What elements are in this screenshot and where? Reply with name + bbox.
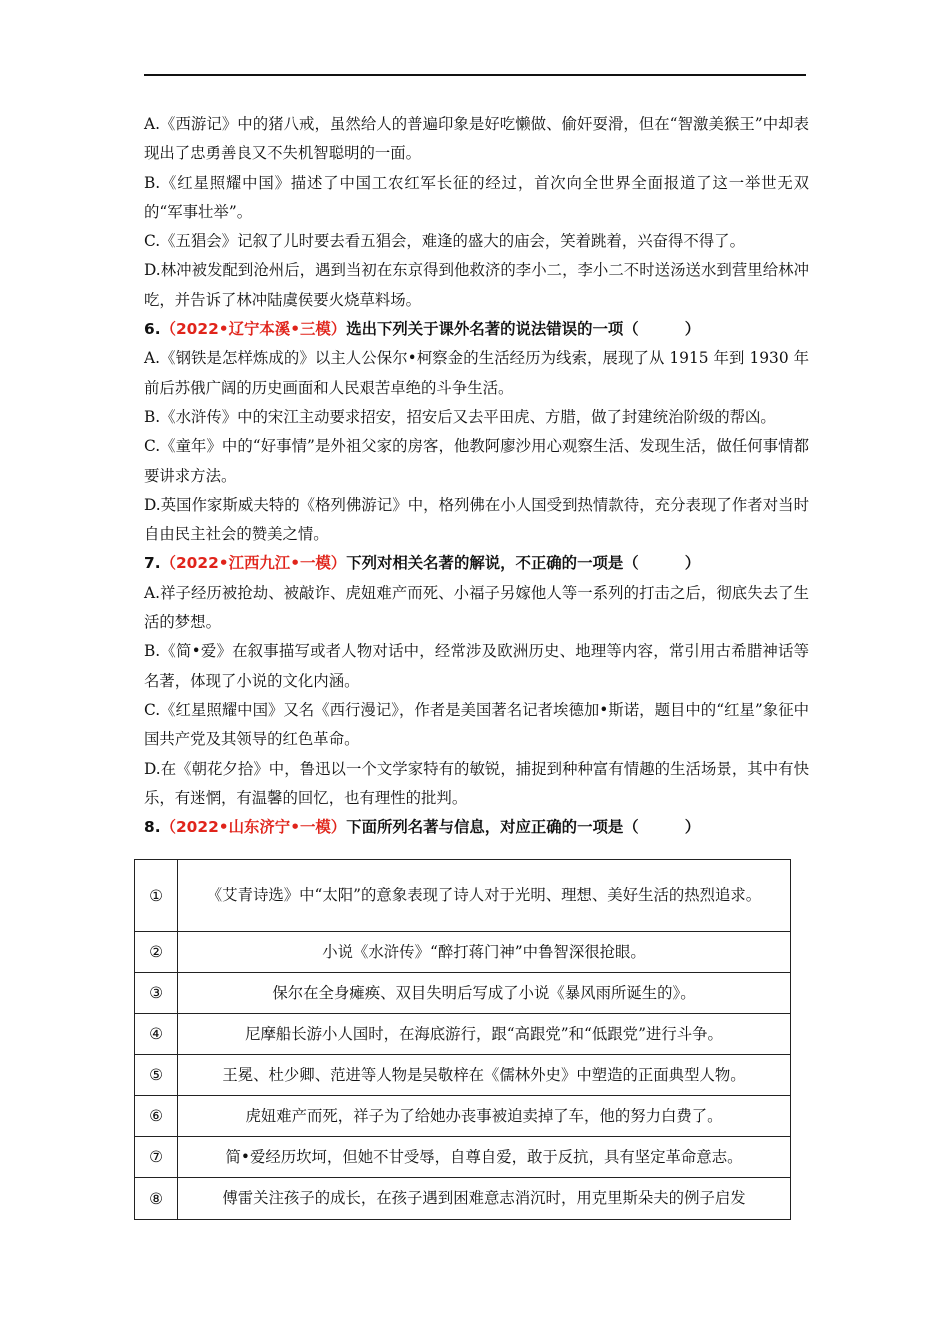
row-number: ①: [135, 860, 178, 932]
row-text: 傅雷关注孩子的成长，在孩子遇到困难意志消沉时，用克里斯朵夫的例子启发: [178, 1178, 791, 1220]
table-row: [135, 1055, 791, 1096]
q7-source: （2022•江西九江•一模）: [160, 554, 347, 573]
q6-source: （2022•辽宁本溪•三模）: [160, 320, 347, 339]
table-row: [135, 1137, 791, 1178]
row-number: ⑤: [135, 1055, 178, 1096]
q5-option-b: B.《红星照耀中国》描述了中国工农红军长征的经过，首次向全世界全面报道了这一举世无双的“军事壮举”。: [144, 173, 809, 221]
q8-number: 8.: [144, 818, 161, 837]
q5-option-a: A.《西游记》中的猪八戒，虽然给人的普遍印象是好吃懒做、偷奸耍滑，但在“智激美猴王”中却表现出了忠勇善良又不失机智聪明的一面。: [144, 115, 809, 163]
q7-option-c: C.《红星照耀中国》又名《西行漫记》，作者是美国著名记者埃德加•斯诺，题目中的“红星”象征中国共产党及其领导的红色革命。: [144, 700, 809, 749]
page-content: [144, 110, 809, 842]
table-row: [135, 973, 791, 1014]
table-row: [135, 1178, 791, 1220]
header-rule: [144, 74, 806, 76]
q5-option-c: C.《五猖会》记叙了儿时要去看五猖会，难逢的盛大的庙会，笑着跳着，兴奋得不得了。: [144, 232, 745, 251]
q6-heading: [144, 315, 809, 344]
row-text: 尼摩船长游小人国时，在海底游行，跟“高跟党”和“低跟党”进行斗争。: [178, 1014, 791, 1055]
row-number: ④: [135, 1014, 178, 1055]
table-row: [135, 1014, 791, 1055]
row-text: 虎妞难产而死，祥子为了给她办丧事被迫卖掉了车，他的努力白费了。: [178, 1096, 791, 1137]
q8-table: [134, 859, 791, 1220]
table-row: [135, 860, 791, 932]
row-number: ③: [135, 973, 178, 1014]
row-text: 《艾青诗选》中“太阳”的意象表现了诗人对于光明、理想、美好生活的热烈追求。: [178, 860, 791, 932]
q6-option-d: D.英国作家斯威夫特的《格列佛游记》中，格列佛在小人国受到热情款待，充分表现了作者对当时自由民主社会的赞美之情。: [144, 495, 809, 544]
table-row: [135, 1096, 791, 1137]
row-number: ⑥: [135, 1096, 178, 1137]
table-row: [135, 932, 791, 973]
q6-option-c: C.《童年》中的“好事情”是外祖父家的房客，他教阿廖沙用心观察生活、发现生活，做任何事情都要讲求方法。: [144, 437, 809, 485]
q8-source: （2022•山东济宁•一模）: [160, 818, 347, 837]
q6-option-b: B.《水浒传》中的宋江主动要求招安，招安后又去平田虎、方腊，做了封建统治阶级的帮凶。: [144, 407, 776, 426]
row-text: 王冕、杜少卿、范进等人物是吴敬梓在《儒林外史》中塑造的正面典型人物。: [178, 1055, 791, 1096]
row-text: 小说《水浒传》“醉打蒋门神”中鲁智深很抢眼。: [178, 932, 791, 973]
q7-option-a: A.祥子经历被抢劫、被敲诈、虎妞难产而死、小福子另嫁他人等一系列的打击之后，彻底失去了生活的梦想。: [144, 583, 809, 632]
row-text: 保尔在全身瘫痪、双目失明后写成了小说《暴风雨所诞生的》。: [178, 973, 791, 1014]
q7-heading: [144, 549, 809, 578]
q7-option-d: D.在《朝花夕拾》中，鲁迅以一个文学家特有的敏锐，捕捉到种种富有情趣的生活场景，其中有快乐，有迷惘，有温馨的回忆，也有理性的批判。: [144, 759, 809, 807]
row-number: ②: [135, 932, 178, 973]
q8-stem: 下面所列名著与信息，对应正确的一项是（ ）: [346, 818, 701, 837]
q5-option-d: D.林冲被发配到沧州后，遇到当初在东京得到他救济的李小二，李小二不时送汤送水到营里给林冲吃，并告诉了林冲陆虞侯要火烧草料场。: [144, 261, 809, 309]
row-number: ⑧: [135, 1178, 178, 1220]
row-text: 简•爱经历坎坷，但她不甘受辱，自尊自爱，敢于反抗，具有坚定革命意志。: [178, 1137, 791, 1178]
q6-stem: 选出下列关于课外名著的说法错误的一项（ ）: [346, 320, 701, 339]
q8-heading: [144, 813, 809, 842]
q6-option-a: A.《钢铁是怎样炼成的》以主人公保尔•柯察金的生活经历为线索，展现了从 1915 年到 1930 年前后苏俄广阔的历史画面和人民艰苦卓绝的斗争生活。: [144, 349, 809, 397]
row-number: ⑦: [135, 1137, 178, 1178]
q7-option-b: B.《简•爱》在叙事描写或者人物对话中，经常涉及欧洲历史、地理等内容，常引用古希腊神话等名著，体现了小说的文化内涵。: [144, 642, 809, 690]
q7-stem: 下列对相关名著的解说，不正确的一项是（ ）: [346, 554, 701, 573]
q6-number: 6.: [144, 320, 161, 339]
q7-number: 7.: [144, 554, 161, 573]
